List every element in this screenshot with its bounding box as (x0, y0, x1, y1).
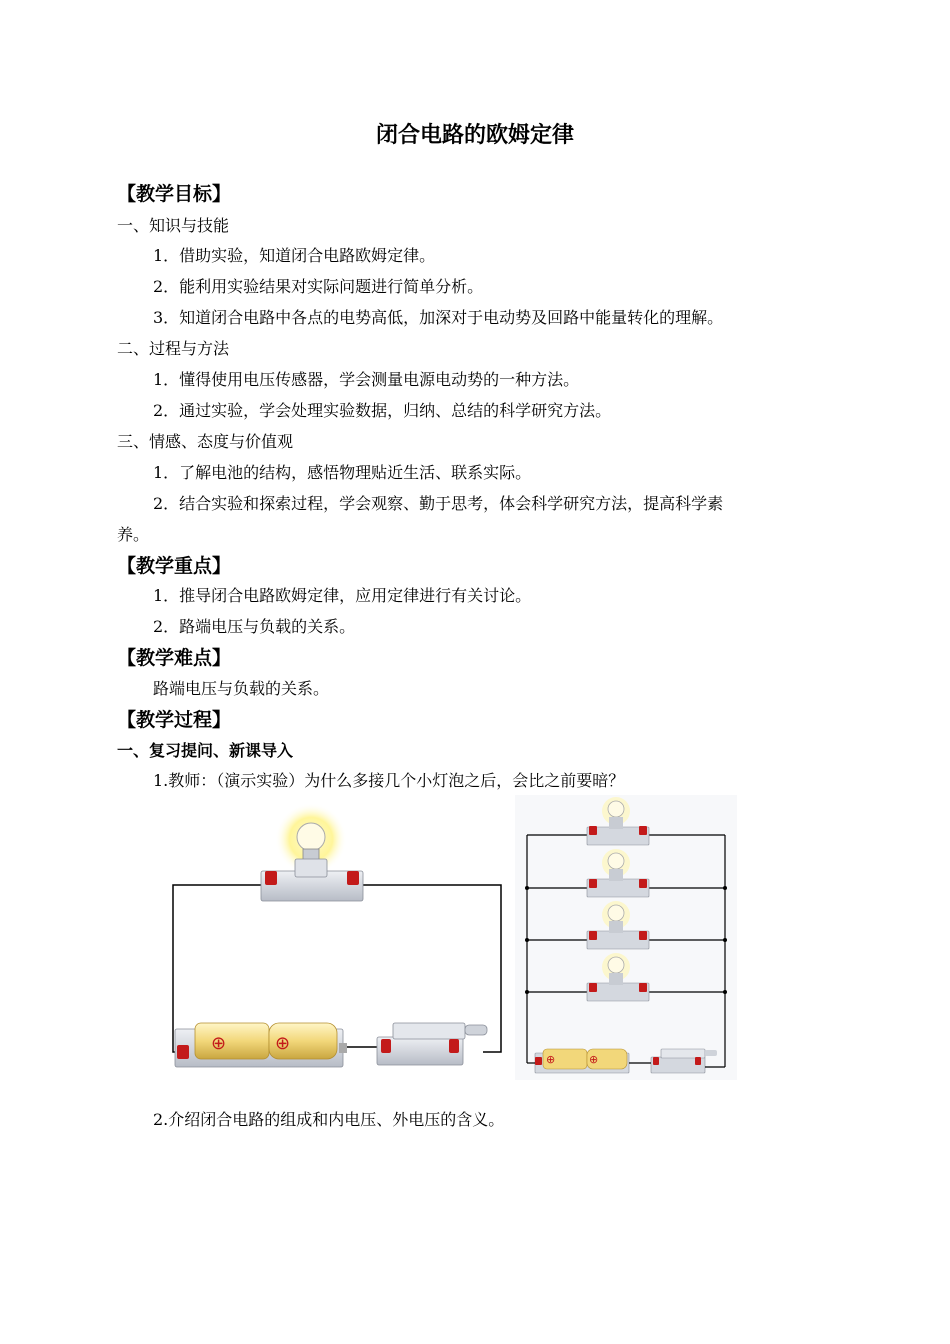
bulb-icon (608, 957, 624, 973)
section-process-method: 二、过程与方法 (117, 339, 230, 358)
process-item-1: 1.教师：（演示实验）为什么多接几个小灯泡之后，会比之前要暗？ (153, 771, 625, 790)
emotion-item-2: 2．结合实验和探索过程，学会观察、勤于思考，体会科学研究方法，提高科学素 (153, 494, 724, 513)
bulb-icon (297, 823, 325, 851)
battery-plus-icon: ⊕ (275, 1033, 291, 1054)
emotion-item-2-cont: 养。 (117, 525, 150, 544)
section-knowledge-skills: 一、知识与技能 (117, 216, 230, 235)
section-review-intro: 一、复习提问、新课导入 (117, 741, 294, 760)
section-emotion-values: 三、情感、态度与价值观 (117, 432, 294, 451)
goal-item-1: 1．借助实验，知道闭合电路欧姆定律。 (153, 246, 436, 265)
bulb-icon (608, 905, 624, 921)
terminal-red-icon (177, 1045, 189, 1059)
page-title: 闭合电路的欧姆定律 (375, 122, 574, 148)
process-item-2: 2.介绍闭合电路的组成和内电压、外电压的含义。 (153, 1110, 505, 1129)
emotion-item-1: 1．了解电池的结构，感悟物理贴近生活、联系实际。 (153, 463, 532, 482)
key-item-1: 1．推导闭合电路欧姆定律，应用定律进行有关讨论。 (153, 586, 532, 605)
difficulty-item: 路端电压与负载的关系。 (153, 679, 330, 698)
switch-lever (393, 1023, 465, 1039)
key-item-2: 2．路端电压与负载的关系。 (153, 617, 356, 636)
terminal-red-icon (381, 1039, 391, 1053)
bulb-icon (608, 853, 624, 869)
battery-plus-icon: ⊕ (211, 1033, 227, 1054)
single-bulb-circuit-figure (153, 797, 508, 1082)
heading-key-points: 【教学重点】 (117, 555, 232, 577)
method-item-1: 1．懂得使用电压传感器，学会测量电源电动势的一种方法。 (153, 370, 580, 389)
terminal-red-icon (265, 871, 277, 885)
battery-cell (195, 1023, 269, 1059)
bulb-icon (608, 801, 624, 817)
battery-plus-icon: ⊕ (589, 1053, 599, 1066)
parallel-bulbs-circuit-figure (515, 795, 737, 1080)
method-item-2: 2．通过实验，学会处理实验数据，归纳、总结的科学研究方法。 (153, 401, 612, 420)
terminal-red-icon (347, 871, 359, 885)
battery-plus-icon: ⊕ (546, 1053, 556, 1066)
terminal-red-icon (449, 1039, 459, 1053)
goal-item-2: 2．能利用实验结果对实际问题进行简单分析。 (153, 277, 484, 296)
switch-lever (661, 1049, 705, 1058)
heading-difficulties: 【教学难点】 (117, 647, 232, 669)
heading-teaching-process: 【教学过程】 (117, 709, 232, 731)
heading-teaching-goals: 【教学目标】 (117, 183, 232, 205)
goal-item-3: 3．知道闭合电路中各点的电势高低，加深对于电动势及回路中能量转化的理解。 (153, 308, 724, 327)
